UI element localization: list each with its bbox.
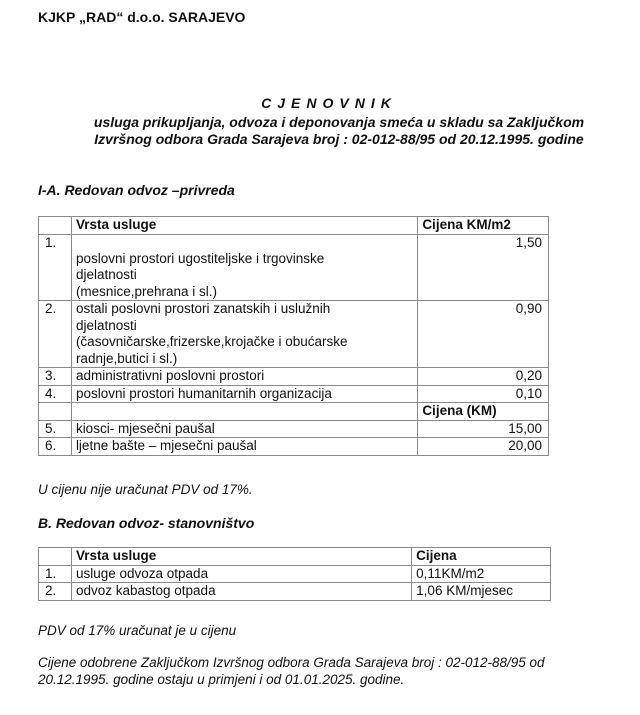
- service-line: radnje,butici i sl.): [75, 350, 178, 366]
- footer-note: [38, 654, 628, 688]
- service-line: ostali poslovni prostori zanatskih i uslužnih: [75, 301, 331, 316]
- section-a-heading: I-A. Redovan odvoz –privreda: [38, 182, 235, 198]
- table-header-row: [39, 548, 551, 566]
- service-line: djelatnosti: [75, 267, 137, 282]
- service-line: poslovni prostori ugostiteljske i trgovinske: [75, 250, 325, 266]
- header-num-cell: [39, 217, 72, 235]
- row-service: kiosci- mjesečni paušal: [71, 420, 417, 438]
- table-subheader-row: [39, 403, 549, 421]
- row-price: 0,11KM/m2: [412, 565, 551, 583]
- row-price: 1,50: [418, 234, 549, 301]
- row-number: 6.: [39, 438, 72, 456]
- row-price: 0,10: [418, 385, 549, 403]
- subtitle-line-2: Izvršnog odbora Grada Sarajeva broj : 02-012-88/95 od 20.12.1995. godine: [94, 131, 584, 147]
- header-price: Cijena KM/m2: [418, 217, 549, 235]
- vat-note-residents: PDV od 17% uračunat je u cijenu: [38, 623, 237, 638]
- row-service: odvoz kabastog otpada: [71, 583, 411, 601]
- row-service: administrativni poslovni prostori: [71, 368, 417, 386]
- header-num-cell: [39, 548, 72, 566]
- subheader-empty-cell: [39, 403, 72, 421]
- row-service: ljetne bašte – mjesečni paušal: [71, 438, 417, 456]
- service-line: djelatnosti: [75, 317, 137, 333]
- row-price: 0,90: [418, 301, 549, 368]
- row-service: [71, 301, 417, 368]
- table-row: [39, 583, 551, 601]
- table-row: [39, 368, 549, 386]
- footer-line-2: 20.12.1995. godine ostaju u primjeni i od 01.01.2025. godine.: [38, 672, 405, 687]
- row-number: 4.: [39, 385, 72, 403]
- table-row: [39, 301, 549, 368]
- price-table-business: [38, 216, 549, 456]
- row-service: poslovni prostori humanitarnih organizacija: [71, 385, 417, 403]
- table-row: [39, 565, 551, 583]
- company-name: KJKP „RAD“ d.o.o. SARAJEVO: [38, 9, 246, 25]
- document-title: CJENOVNIK: [261, 95, 397, 111]
- subtitle-line-1: usluga prikupljanja, odvoza i deponovanja smeća u skladu sa Zaključkom: [93, 114, 585, 130]
- row-number: 1.: [39, 234, 72, 301]
- row-price: 15,00: [418, 420, 549, 438]
- header-service: Vrsta usluge: [71, 548, 411, 566]
- header-price-km: Cijena (KM): [418, 403, 549, 421]
- row-price: 20,00: [418, 438, 549, 456]
- header-price: Cijena: [412, 548, 551, 566]
- table-row: [39, 385, 549, 403]
- service-line: (časovničarske,frizerske,krojačke i obućarske: [75, 334, 348, 349]
- row-service: [71, 234, 417, 301]
- row-number: 2.: [39, 583, 72, 601]
- row-service: usluge odvoza otpada: [71, 565, 411, 583]
- header-service: Vrsta usluge: [71, 217, 417, 235]
- table-row: [39, 234, 549, 301]
- row-number: 3.: [39, 368, 72, 386]
- row-number: 5.: [39, 420, 72, 438]
- price-table-residents: [38, 547, 551, 601]
- footer-line-1: Cijene odobrene Zaključkom Izvršnog odbora Grada Sarajeva broj : 02-012-88/95 od: [38, 655, 545, 670]
- row-price: 0,20: [418, 368, 549, 386]
- document-subtitle: [40, 114, 620, 148]
- service-line: (mesnice,prehrana i sl.): [75, 283, 217, 299]
- subheader-empty-cell: [71, 403, 417, 421]
- row-price: 1,06 KM/mjesec: [412, 583, 551, 601]
- vat-note-business: U cijenu nije uračunat PDV od 17%.: [38, 482, 253, 497]
- row-number: 1.: [39, 565, 72, 583]
- section-b-heading: B. Redovan odvoz- stanovništvo: [38, 515, 255, 531]
- table-header-row: [39, 217, 549, 235]
- row-number: 2.: [39, 301, 72, 368]
- table-row: [39, 420, 549, 438]
- table-row: [39, 438, 549, 456]
